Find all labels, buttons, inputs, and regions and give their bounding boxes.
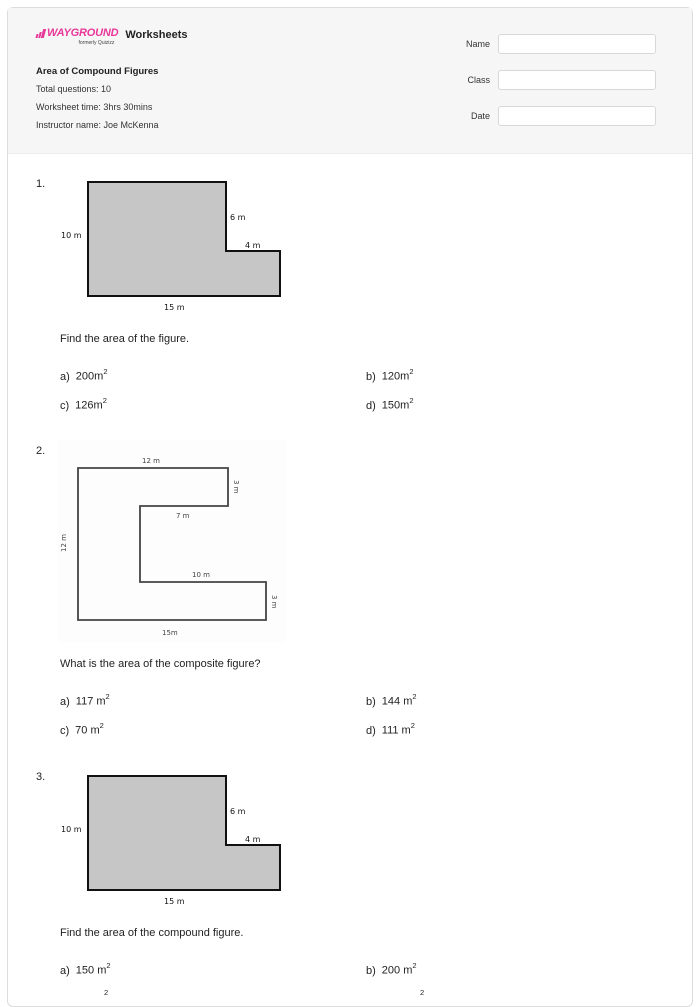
question-number: 1. — [36, 178, 46, 190]
superscript: 2 — [106, 961, 111, 970]
date-input[interactable] — [498, 106, 656, 126]
option-a[interactable] — [60, 693, 110, 708]
total-questions: Total questions: 10 — [36, 84, 112, 94]
figure-label: 15 m — [164, 897, 185, 906]
name-field — [464, 34, 656, 54]
logo-mark-icon — [36, 29, 45, 38]
superscript: 2 — [105, 692, 110, 701]
option-d[interactable] — [366, 722, 415, 737]
option-letter: b) — [366, 964, 376, 977]
option-letter: a) — [60, 370, 70, 383]
question-1-figure — [48, 176, 288, 316]
superscript: 2 — [420, 988, 425, 997]
logo-brand-text: WAYGROUND — [47, 27, 119, 39]
option-letter: a) — [60, 964, 70, 977]
option-value: 144 m — [381, 695, 413, 708]
option-b[interactable] — [366, 962, 417, 977]
superscript: 2 — [412, 961, 417, 970]
figure-label: 10 m — [61, 231, 82, 240]
option-value: 150 m — [75, 964, 107, 977]
figure-label: 6 m — [230, 807, 246, 816]
figure-label: 4 m — [245, 835, 261, 844]
option-letter: d) — [366, 399, 376, 412]
superscript: 2 — [99, 721, 104, 730]
figure-label: 15m — [162, 629, 178, 637]
date-label: Date — [470, 111, 490, 121]
figure-label: 15 m — [164, 303, 185, 312]
option-value: 117 m — [75, 695, 106, 708]
figure-label: 3 m — [270, 595, 278, 609]
brand — [36, 28, 187, 46]
figure-label: 10 m — [61, 825, 82, 834]
option-c-partial — [104, 989, 108, 1004]
superscript: 2 — [409, 396, 414, 405]
worksheet-time: Worksheet time: 3hrs 30mins — [36, 102, 153, 112]
option-d[interactable] — [366, 397, 413, 412]
figure-label: 12 m — [60, 534, 68, 552]
worksheet-page — [7, 7, 693, 1007]
question-3-figure — [48, 770, 288, 910]
option-value: 126m — [75, 399, 103, 412]
option-a[interactable] — [60, 962, 111, 977]
figure-label: 12 m — [142, 457, 160, 465]
option-letter: d) — [366, 724, 376, 737]
option-value: 120m — [381, 370, 410, 383]
question-number: 2. — [36, 445, 46, 457]
question-prompt: Find the area of the figure. — [60, 333, 190, 345]
option-letter: b) — [366, 695, 376, 708]
question-prompt: What is the area of the composite figure? — [60, 658, 261, 670]
superscript: 2 — [104, 988, 109, 997]
figure-label: 10 m — [192, 571, 210, 579]
logo-tagline: formerly Quizizz — [78, 40, 115, 46]
option-value: 111 m — [381, 724, 411, 737]
superscript: 2 — [412, 692, 417, 701]
option-c[interactable] — [60, 722, 104, 737]
option-letter: c) — [60, 724, 70, 737]
question-prompt: Find the area of the compound figure. — [60, 927, 244, 939]
superscript: 2 — [103, 367, 108, 376]
date-field — [464, 106, 656, 126]
question-2-figure — [58, 440, 288, 645]
option-letter: a) — [60, 695, 70, 708]
name-input[interactable] — [498, 34, 656, 54]
class-field — [464, 70, 656, 90]
option-b[interactable] — [366, 368, 413, 383]
option-a[interactable] — [60, 368, 107, 383]
option-d-partial — [420, 989, 424, 1004]
worksheet-title: Area of Compound Figures — [36, 66, 159, 77]
option-value: 70 m — [75, 724, 100, 737]
figure-label: 3 m — [232, 480, 240, 494]
name-label: Name — [465, 39, 490, 49]
figure-label: 4 m — [245, 241, 261, 250]
option-value: 200m — [75, 370, 104, 383]
superscript: 2 — [409, 367, 414, 376]
superscript: 2 — [410, 721, 415, 730]
wayground-logo — [36, 28, 118, 46]
superscript: 2 — [102, 396, 107, 405]
option-c[interactable] — [60, 397, 107, 412]
class-label: Class — [467, 75, 490, 85]
option-letter: c) — [60, 399, 70, 412]
option-value: 200 m — [381, 964, 413, 977]
option-b[interactable] — [366, 693, 417, 708]
section-title: Worksheets — [125, 29, 188, 41]
instructor-name: Instructor name: Joe McKenna — [36, 120, 159, 130]
worksheet-header — [8, 8, 692, 154]
option-letter: b) — [366, 370, 376, 383]
class-input[interactable] — [498, 70, 656, 90]
figure-label: 7 m — [176, 512, 190, 520]
figure-label: 6 m — [230, 213, 246, 222]
option-value: 150m — [381, 399, 410, 412]
question-number: 3. — [36, 771, 46, 783]
